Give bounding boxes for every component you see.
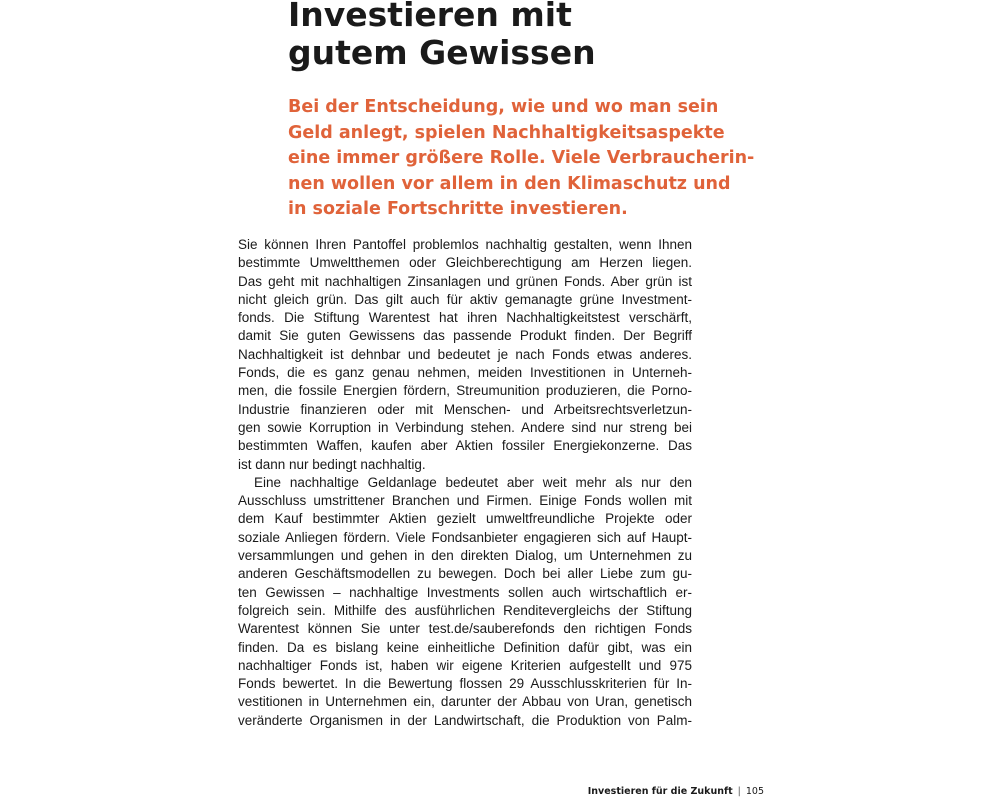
body-line: versammlungen und gehen in den direkten Dialog, um Unternehmen zu [238, 548, 692, 564]
body-line: nachhaltiger Fonds ist, haben wir eigene Kriterien aufgestellt und 975 [238, 657, 692, 673]
body-line: Fonds bewertet. In die Bewertung flossen 29 Ausschlusskriterien für In- [238, 676, 692, 692]
title-line: gutem Gewissen [288, 33, 596, 72]
footer-section-title: Investieren für die Zukunft [587, 786, 733, 797]
body-line: veränderte Organismen in der Landwirtschaft, die Produktion von Palm- [238, 712, 692, 728]
article-title [288, 0, 708, 72]
footer-separator: | [737, 786, 741, 797]
page-footer [588, 786, 764, 798]
body-line: Nachhaltigkeit ist dehnbar und bedeutet je nach Fonds etwas anderes. [238, 346, 692, 362]
body-line: ist dann nur bedingt nachhaltig. [238, 456, 426, 472]
article-lead [288, 95, 755, 223]
body-line: finden. Da es bislang keine einheitliche Definition dafür gibt, was ein [238, 639, 692, 655]
lead-line: nen wollen vor allem in den Klimaschutz und [288, 173, 731, 194]
body-line: gen sowie Korruption in Verbindung stehen. Andere sind nur streng bei [238, 419, 692, 435]
body-line: fonds. Die Stiftung Warentest hat ihren Nachhaltigkeitstest verschärft, [238, 310, 692, 326]
article-body [238, 236, 692, 730]
page-number: 105 [745, 786, 764, 797]
body-line: men, die fossile Energien fördern, Streumunition produzieren, die Porno- [238, 383, 692, 399]
title-line: Investieren mit [288, 0, 572, 34]
body-line: ten Gewissen – nachhaltige Investments sollen auch wirtschaftlich er- [238, 584, 692, 600]
body-line: Ausschluss umstrittener Branchen und Firmen. Einige Fonds wollen mit [238, 493, 692, 509]
body-line: vestitionen in Unternehmen ein, darunter der Abbau von Uran, genetisch [238, 694, 692, 710]
lead-line: Bei der Entscheidung, wie und wo man sein [288, 97, 719, 117]
body-line: folgreich sein. Mithilfe des ausführlichen Renditevergleichs der Stiftung [238, 602, 692, 618]
lead-line: Geld anlegt, spielen Nachhaltigkeitsaspekte [288, 122, 725, 143]
body-line: Sie können Ihren Pantoffel problemlos nachhaltig gestalten, wenn Ihnen [238, 237, 692, 252]
body-line: Industrie finanzieren oder mit Menschen- und Arbeitsrechtsverletzun- [238, 401, 692, 417]
lead-line: in soziale Fortschritte investieren. [288, 199, 628, 219]
body-line: damit Sie guten Gewissens das passende Produkt finden. Der Begriff [238, 328, 692, 344]
body-line: Eine nachhaltige Geldanlage bedeutet aber weit mehr als nur den [254, 474, 692, 490]
body-line: bestimmten Waffen, kaufen aber Aktien fossiler Energiekonzerne. Das [238, 438, 692, 454]
body-line: anderen Geschäftsmodellen zu bewegen. Doch bei aller Liebe zum gu- [238, 566, 692, 582]
body-line: nicht gleich grün. Das gilt auch für aktiv gemanagte grüne Investment- [238, 291, 692, 307]
body-line: Das geht mit nachhaltigen Zinsanlagen und grünen Fonds. Aber grün ist [238, 273, 692, 289]
body-line: soziale Anliegen fördern. Viele Fondsanbieter engagieren sich auf Haupt- [238, 529, 692, 545]
body-line: Fonds, die es ganz genau nehmen, meiden Investitionen in Unterneh- [238, 365, 692, 381]
body-line: Warentest können Sie unter test.de/sauberefonds den richtigen Fonds [238, 621, 692, 637]
body-line: bestimmte Umweltthemen oder Gleichberechtigung am Herzen liegen. [238, 255, 692, 271]
lead-line: eine immer größere Rolle. Viele Verbraucherin- [288, 148, 755, 168]
body-line: dem Kauf bestimmter Aktien gezielt umweltfreundliche Projekte oder [238, 511, 692, 527]
